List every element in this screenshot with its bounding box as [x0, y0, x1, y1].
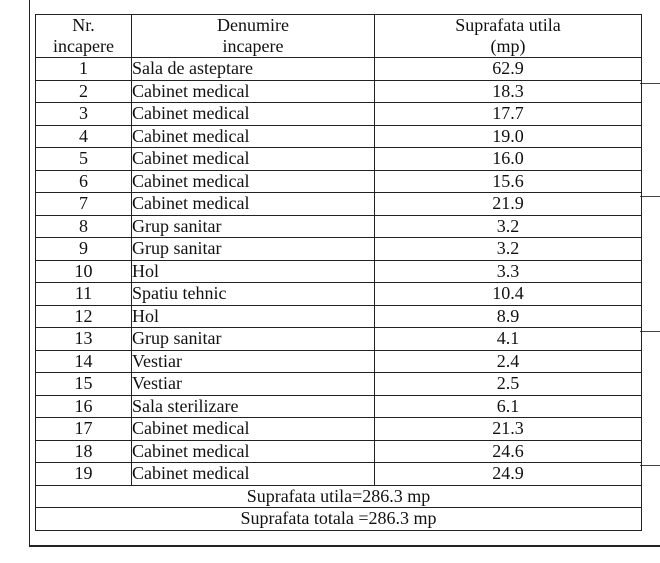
- useful-area-cell: 19.0: [375, 125, 642, 148]
- room-number-cell: 7: [36, 193, 132, 216]
- useful-area-cell: 8.9: [375, 305, 642, 328]
- header-useful-area: [375, 15, 642, 58]
- table-row: [36, 418, 642, 441]
- total-overall-area: Suprafata totala =286.3 mp: [36, 508, 642, 531]
- useful-area-cell: 24.6: [375, 440, 642, 463]
- room-number-cell: 12: [36, 305, 132, 328]
- room-name-cell: Sala de asteptare: [132, 58, 375, 81]
- table-row: [36, 238, 642, 261]
- room-name-cell: Cabinet medical: [132, 463, 375, 486]
- table-row: [36, 328, 642, 351]
- edge-tick: [640, 196, 660, 197]
- table-row: [36, 283, 642, 306]
- table-row: [36, 395, 642, 418]
- table-body: [36, 58, 642, 486]
- table-header-row: [36, 15, 642, 58]
- room-number-cell: 11: [36, 283, 132, 306]
- table-row: [36, 305, 642, 328]
- useful-area-cell: 62.9: [375, 58, 642, 81]
- useful-area-cell: 16.0: [375, 148, 642, 171]
- header-room-name-line2: incapere: [222, 36, 284, 56]
- room-name-cell: Cabinet medical: [132, 170, 375, 193]
- useful-area-cell: 15.6: [375, 170, 642, 193]
- room-name-cell: Grup sanitar: [132, 215, 375, 238]
- room-name-cell: Vestiar: [132, 350, 375, 373]
- useful-area-cell: 10.4: [375, 283, 642, 306]
- total-overall-row: [36, 508, 642, 531]
- useful-area-cell: 2.4: [375, 350, 642, 373]
- header-room-number-line1: Nr.: [72, 15, 95, 35]
- room-number-cell: 10: [36, 260, 132, 283]
- useful-area-cell: 21.3: [375, 418, 642, 441]
- room-number-cell: 14: [36, 350, 132, 373]
- header-room-number: [36, 15, 132, 58]
- table-row: [36, 350, 642, 373]
- room-name-cell: Cabinet medical: [132, 440, 375, 463]
- header-useful-area-line2: (mp): [490, 36, 526, 56]
- adjacent-table-edge: [640, 0, 660, 547]
- room-name-cell: Vestiar: [132, 373, 375, 396]
- room-name-cell: Cabinet medical: [132, 418, 375, 441]
- room-name-cell: Grup sanitar: [132, 328, 375, 351]
- room-number-cell: 18: [36, 440, 132, 463]
- room-number-cell: 8: [36, 215, 132, 238]
- table-row: [36, 58, 642, 81]
- room-number-cell: 17: [36, 418, 132, 441]
- room-name-cell: Cabinet medical: [132, 80, 375, 103]
- room-number-cell: 9: [36, 238, 132, 261]
- useful-area-cell: 3.3: [375, 260, 642, 283]
- edge-tick: [640, 331, 660, 332]
- table-row: [36, 170, 642, 193]
- table-row: [36, 193, 642, 216]
- header-room-name: [132, 15, 375, 58]
- header-room-name-line1: Denumire: [217, 15, 289, 35]
- room-number-cell: 4: [36, 125, 132, 148]
- useful-area-cell: 21.9: [375, 193, 642, 216]
- table-row: [36, 215, 642, 238]
- total-useful-area: Suprafata utila=286.3 mp: [36, 485, 642, 508]
- page-frame-bottom-border: [29, 545, 660, 547]
- useful-area-cell: 6.1: [375, 395, 642, 418]
- table-row: [36, 103, 642, 126]
- room-name-cell: Sala sterilizare: [132, 395, 375, 418]
- useful-area-cell: 18.3: [375, 80, 642, 103]
- room-number-cell: 13: [36, 328, 132, 351]
- useful-area-cell: 17.7: [375, 103, 642, 126]
- edge-tick: [640, 83, 660, 84]
- total-useful-row: [36, 485, 642, 508]
- room-number-cell: 15: [36, 373, 132, 396]
- useful-area-cell: 24.9: [375, 463, 642, 486]
- header-useful-area-line1: Suprafata utila: [455, 15, 561, 35]
- header-room-number-line2: incapere: [53, 36, 114, 56]
- room-name-cell: Cabinet medical: [132, 103, 375, 126]
- useful-area-cell: 3.2: [375, 215, 642, 238]
- table-row: [36, 80, 642, 103]
- room-name-cell: Cabinet medical: [132, 148, 375, 171]
- room-name-cell: Spatiu tehnic: [132, 283, 375, 306]
- room-number-cell: 19: [36, 463, 132, 486]
- useful-area-cell: 3.2: [375, 238, 642, 261]
- table-row: [36, 148, 642, 171]
- room-name-cell: Hol: [132, 260, 375, 283]
- table-row: [36, 373, 642, 396]
- room-number-cell: 2: [36, 80, 132, 103]
- room-number-cell: 16: [36, 395, 132, 418]
- room-number-cell: 5: [36, 148, 132, 171]
- table-row: [36, 125, 642, 148]
- room-number-cell: 1: [36, 58, 132, 81]
- table-row: [36, 463, 642, 486]
- useful-area-cell: 4.1: [375, 328, 642, 351]
- table-row: [36, 440, 642, 463]
- table-row: [36, 260, 642, 283]
- room-number-cell: 6: [36, 170, 132, 193]
- page-frame-left-border: [29, 0, 30, 547]
- useful-area-cell: 2.5: [375, 373, 642, 396]
- room-name-cell: Cabinet medical: [132, 193, 375, 216]
- edge-tick: [640, 465, 660, 466]
- room-name-cell: Cabinet medical: [132, 125, 375, 148]
- room-number-cell: 3: [36, 103, 132, 126]
- room-area-table: [35, 14, 642, 531]
- room-name-cell: Grup sanitar: [132, 238, 375, 261]
- room-name-cell: Hol: [132, 305, 375, 328]
